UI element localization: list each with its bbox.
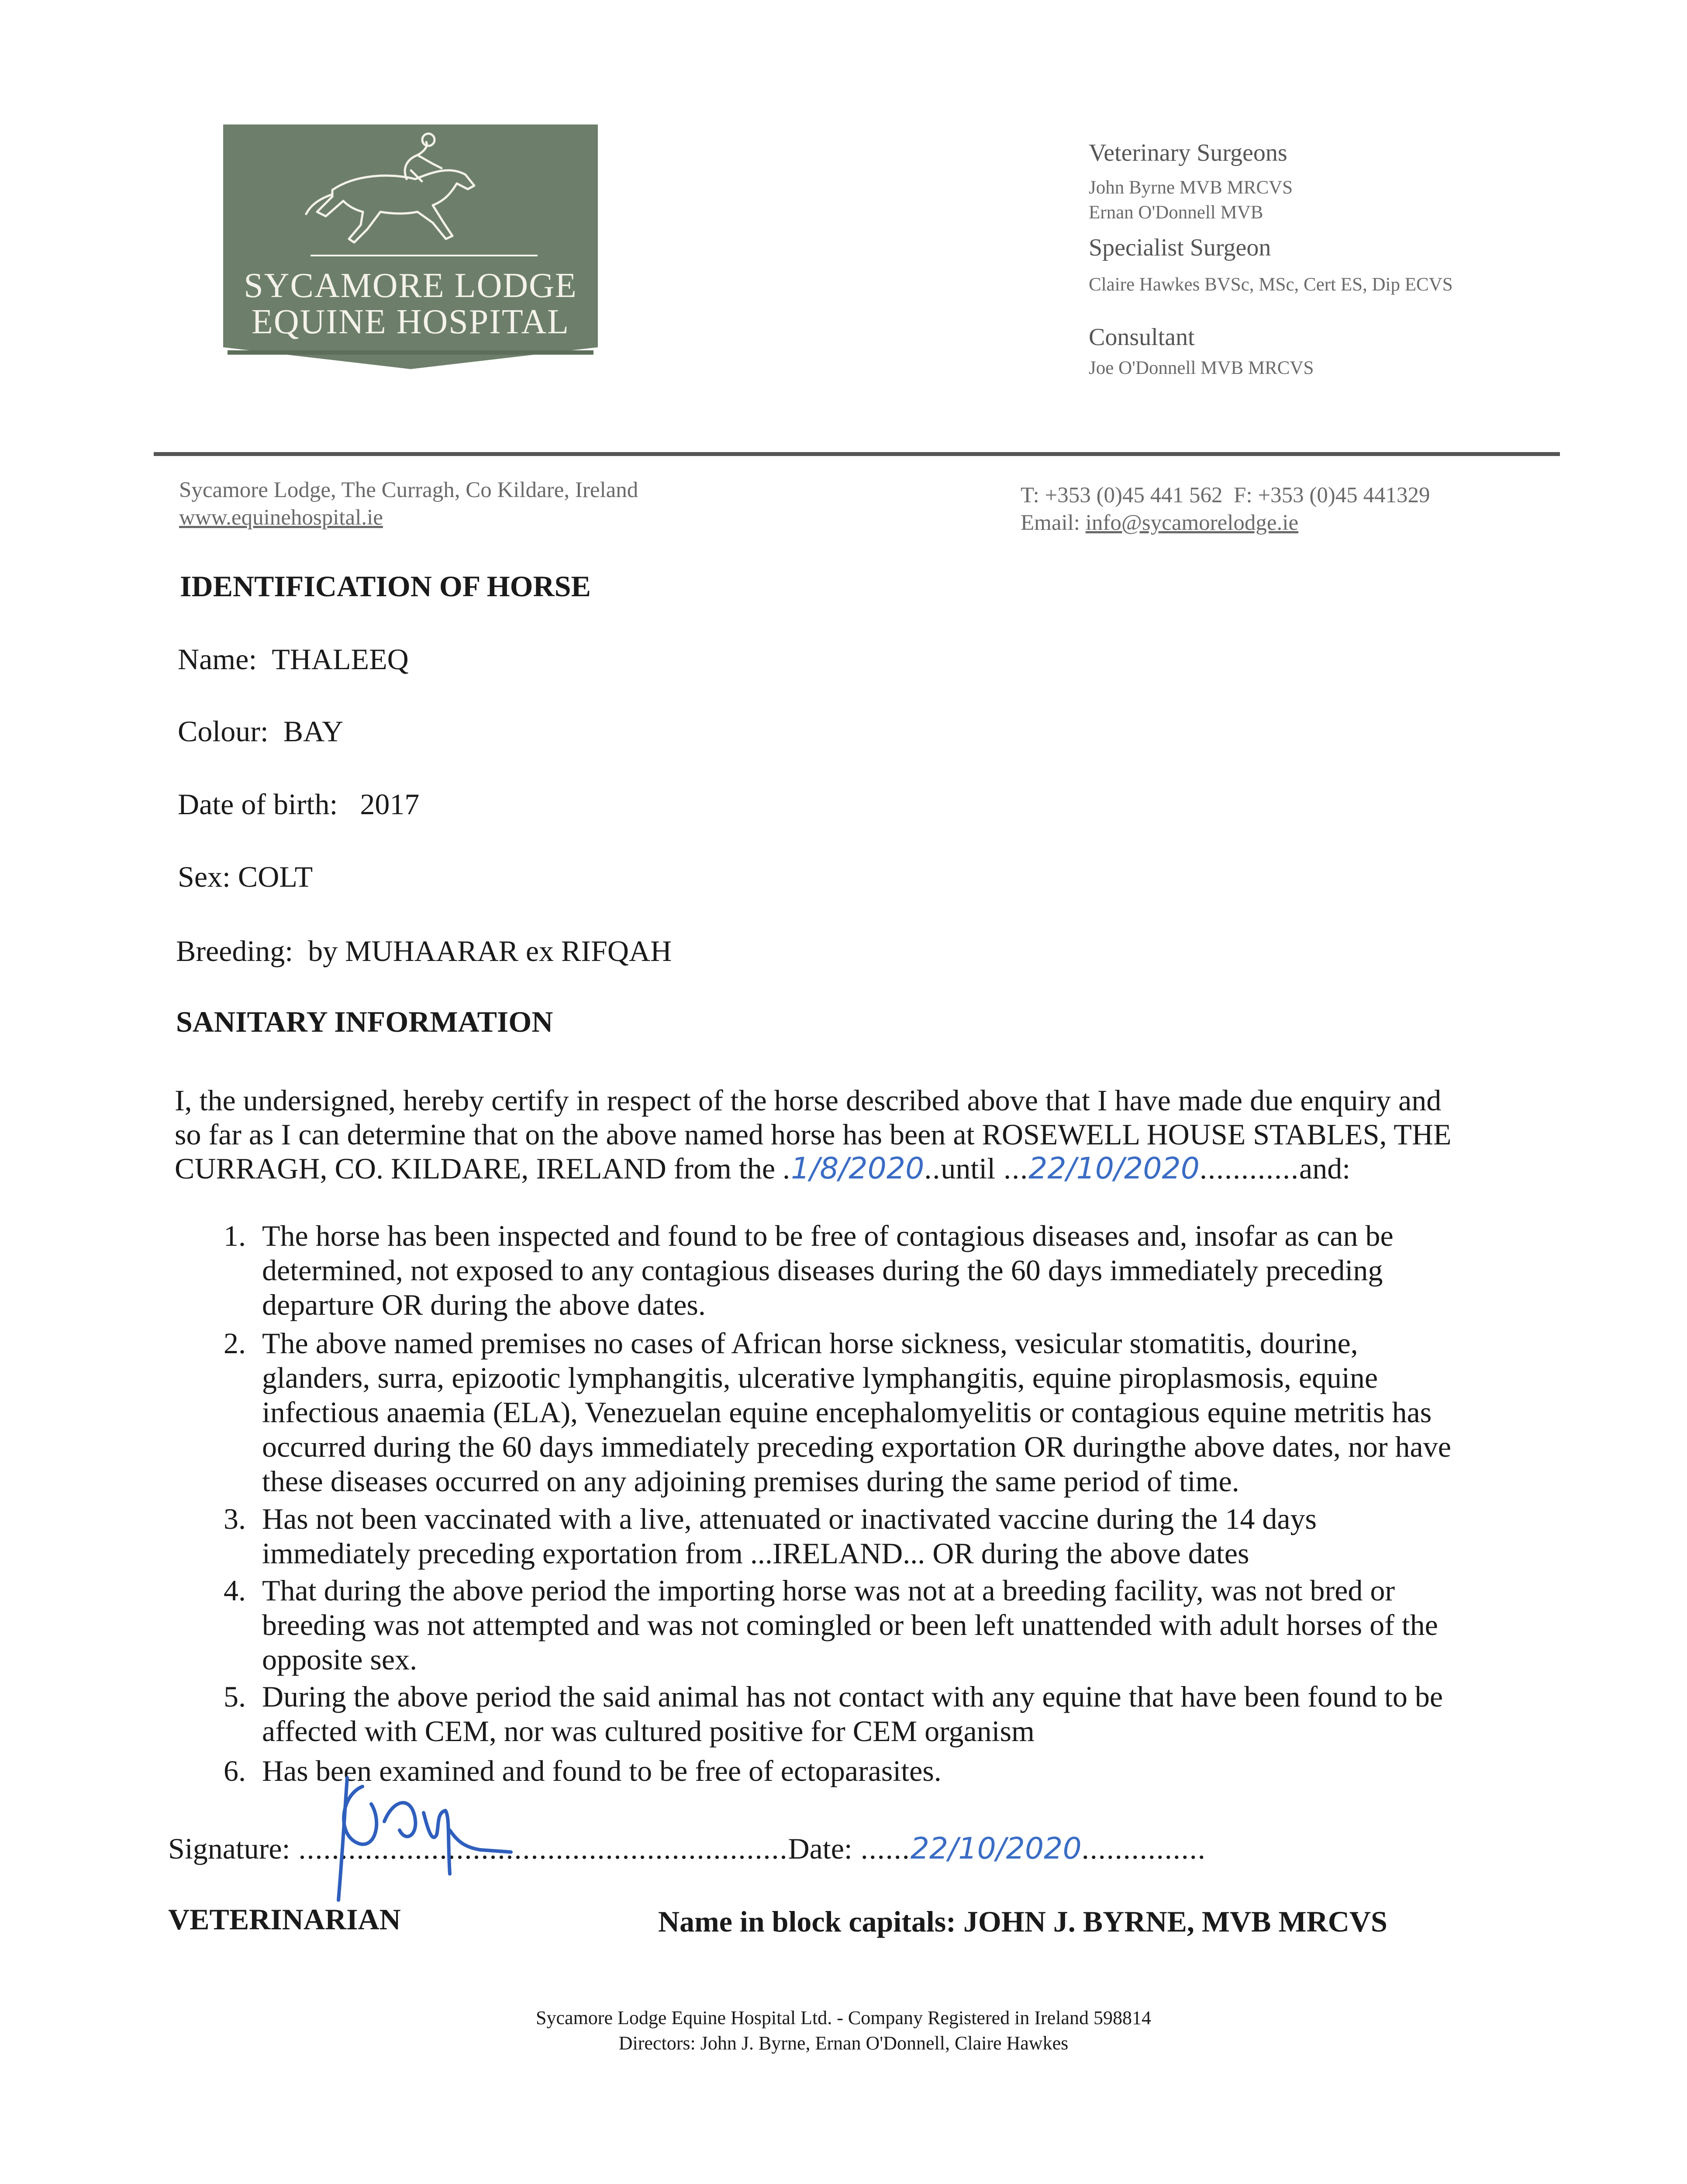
- identification-heading: IDENTIFICATION OF HORSE: [180, 570, 591, 603]
- consultant-name: Joe O'Donnell MVB MRCVS: [1089, 358, 1314, 378]
- vet-ernan-odonnell: Ernan O'Donnell MVB: [1089, 202, 1263, 223]
- veterinarian-name: JOHN J. BYRNE, MVB MRCVS: [963, 1905, 1387, 1938]
- name-field: [178, 642, 409, 677]
- sex-label: Sex:: [178, 860, 231, 893]
- logo-banner: [223, 124, 598, 369]
- phone-number: +353 (0)45 441 562: [1045, 483, 1223, 508]
- colour-field: [178, 714, 343, 749]
- fax-label: F:: [1234, 483, 1252, 508]
- logo-title-line1: SYCAMORE LODGE: [244, 266, 577, 305]
- breeding-field: [176, 934, 672, 968]
- horse-breeding: by MUHAARAR ex RIFQAH: [308, 934, 672, 968]
- handwritten-signature: [306, 1769, 550, 1909]
- postal-address: Sycamore Lodge, The Curragh, Co Kildare, Ireland: [179, 478, 638, 502]
- date-from: 1/8/2020: [791, 1151, 925, 1186]
- header-divider: [154, 452, 1560, 456]
- footer-directors: Directors: John J. Byrne, Ernan O'Donnell, Claire Hawkes: [618, 2032, 1069, 2054]
- block-capitals-field: [658, 1904, 1387, 1939]
- signature-label: Signature:: [168, 1832, 290, 1865]
- specialist-name: Claire Hawkes BVSc, MSc, Cert ES, Dip ECVS: [1089, 274, 1453, 295]
- date-label: Date:: [788, 1832, 852, 1865]
- horse-colour: BAY: [283, 715, 344, 748]
- veterinarian-label: VETERINARIAN: [168, 1903, 401, 1936]
- specialist-title: Specialist Surgeon: [1089, 234, 1271, 261]
- vets-title: Veterinary Surgeons: [1089, 139, 1287, 166]
- intro-line-3-start: CURRAGH, CO. KILDARE, IRELAND from the: [175, 1152, 776, 1185]
- breeding-label: Breeding:: [176, 934, 293, 968]
- horse-sex: COLT: [238, 860, 313, 893]
- conditions-list: 1. The horse has been inspected and found to be free of contagious diseases and, insofar as can be determined, not exposed to any contagious diseases during the 60 days immediately preceding departure OR during the above dates. 2. The above named premises no cases of African horse sickness, vesicular stomatitis, dourine, glanders, surra, epizootic lymphangitis, ulcerative lymphangitis, equine piroplasmosis, equine infectious anaemia (ELA), Venezuelan equine encephalomyelitis or contagious equine metritis has occurred during the 60 days immediately preceding exportation OR duringthe above dates, nor have these diseases occurred on any adjoining premises during the same period of time. 3. Has not been vaccinated with a live, attenuated or inactivated vaccine during the 14 days immediately preceding exportation from ...IRELAND... OR during the above dates 4. That during the above period the importing horse was not at a breeding facility, was not bred or breeding was not attempted and was not comingled or been left unattended with adult horses of the opposite sex. 5. During the above period the said animal has not contact with any equine that have been found to be affected with CEM, nor was cultured positive for CEM organism 6. Has been examined and found to be free of ectoparasites.: [224, 1219, 1451, 1787]
- sex-field: [178, 860, 313, 894]
- dob-field: [178, 787, 419, 822]
- intro-line-1: I, the undersigned, hereby certify in respect of the horse described above that I have made due enquiry and: [175, 1084, 1442, 1117]
- horse-name: THALEEQ: [272, 643, 409, 676]
- email-label: Email:: [1021, 511, 1080, 535]
- hospital-logo: [223, 124, 598, 347]
- footer-company: Sycamore Lodge Equine Hospital Ltd. - Company Registered in Ireland 598814: [536, 2007, 1151, 2028]
- until-label: until: [941, 1152, 996, 1185]
- signature-field: Signature: ...........................................................Date: ......22/10/2020...............: [168, 1832, 1206, 1866]
- and-label: and:: [1299, 1152, 1351, 1185]
- certification-intro: [175, 1083, 1572, 1186]
- website-link[interactable]: www.equinehospital.ie: [179, 505, 383, 530]
- horse-dob: 2017: [360, 788, 420, 821]
- dob-label: Date of birth:: [178, 788, 338, 821]
- vet-john-byrne: John Byrne MVB MRCVS: [1089, 177, 1293, 198]
- block-capitals-label: Name in block capitals:: [658, 1905, 956, 1938]
- sanitary-heading: SANITARY INFORMATION: [176, 1005, 553, 1038]
- email-link[interactable]: info@sycamorelodge.ie: [1085, 511, 1299, 535]
- date-until: 22/10/2020: [1028, 1151, 1200, 1186]
- intro-line-3: CURRAGH, CO. KILDARE, IRELAND from the .1/8/2020..until ...22/10/2020............and:: [175, 1151, 1351, 1186]
- email-line: [1021, 510, 1298, 536]
- logo-title-line2: EQUINE HOSPITAL: [252, 303, 569, 341]
- phone-label: T:: [1021, 483, 1039, 508]
- consultant-title: Consultant: [1089, 324, 1195, 351]
- colour-label: Colour:: [178, 715, 269, 748]
- name-label: Name:: [178, 643, 257, 676]
- phone-fax-line: [1021, 483, 1430, 508]
- signature-date: 22/10/2020: [910, 1832, 1082, 1866]
- intro-line-2: so far as I can determine that on the above named horse has been at ROSEWELL HOUSE STABLES, THE: [175, 1118, 1452, 1151]
- fax-number: +353 (0)45 441329: [1258, 483, 1430, 508]
